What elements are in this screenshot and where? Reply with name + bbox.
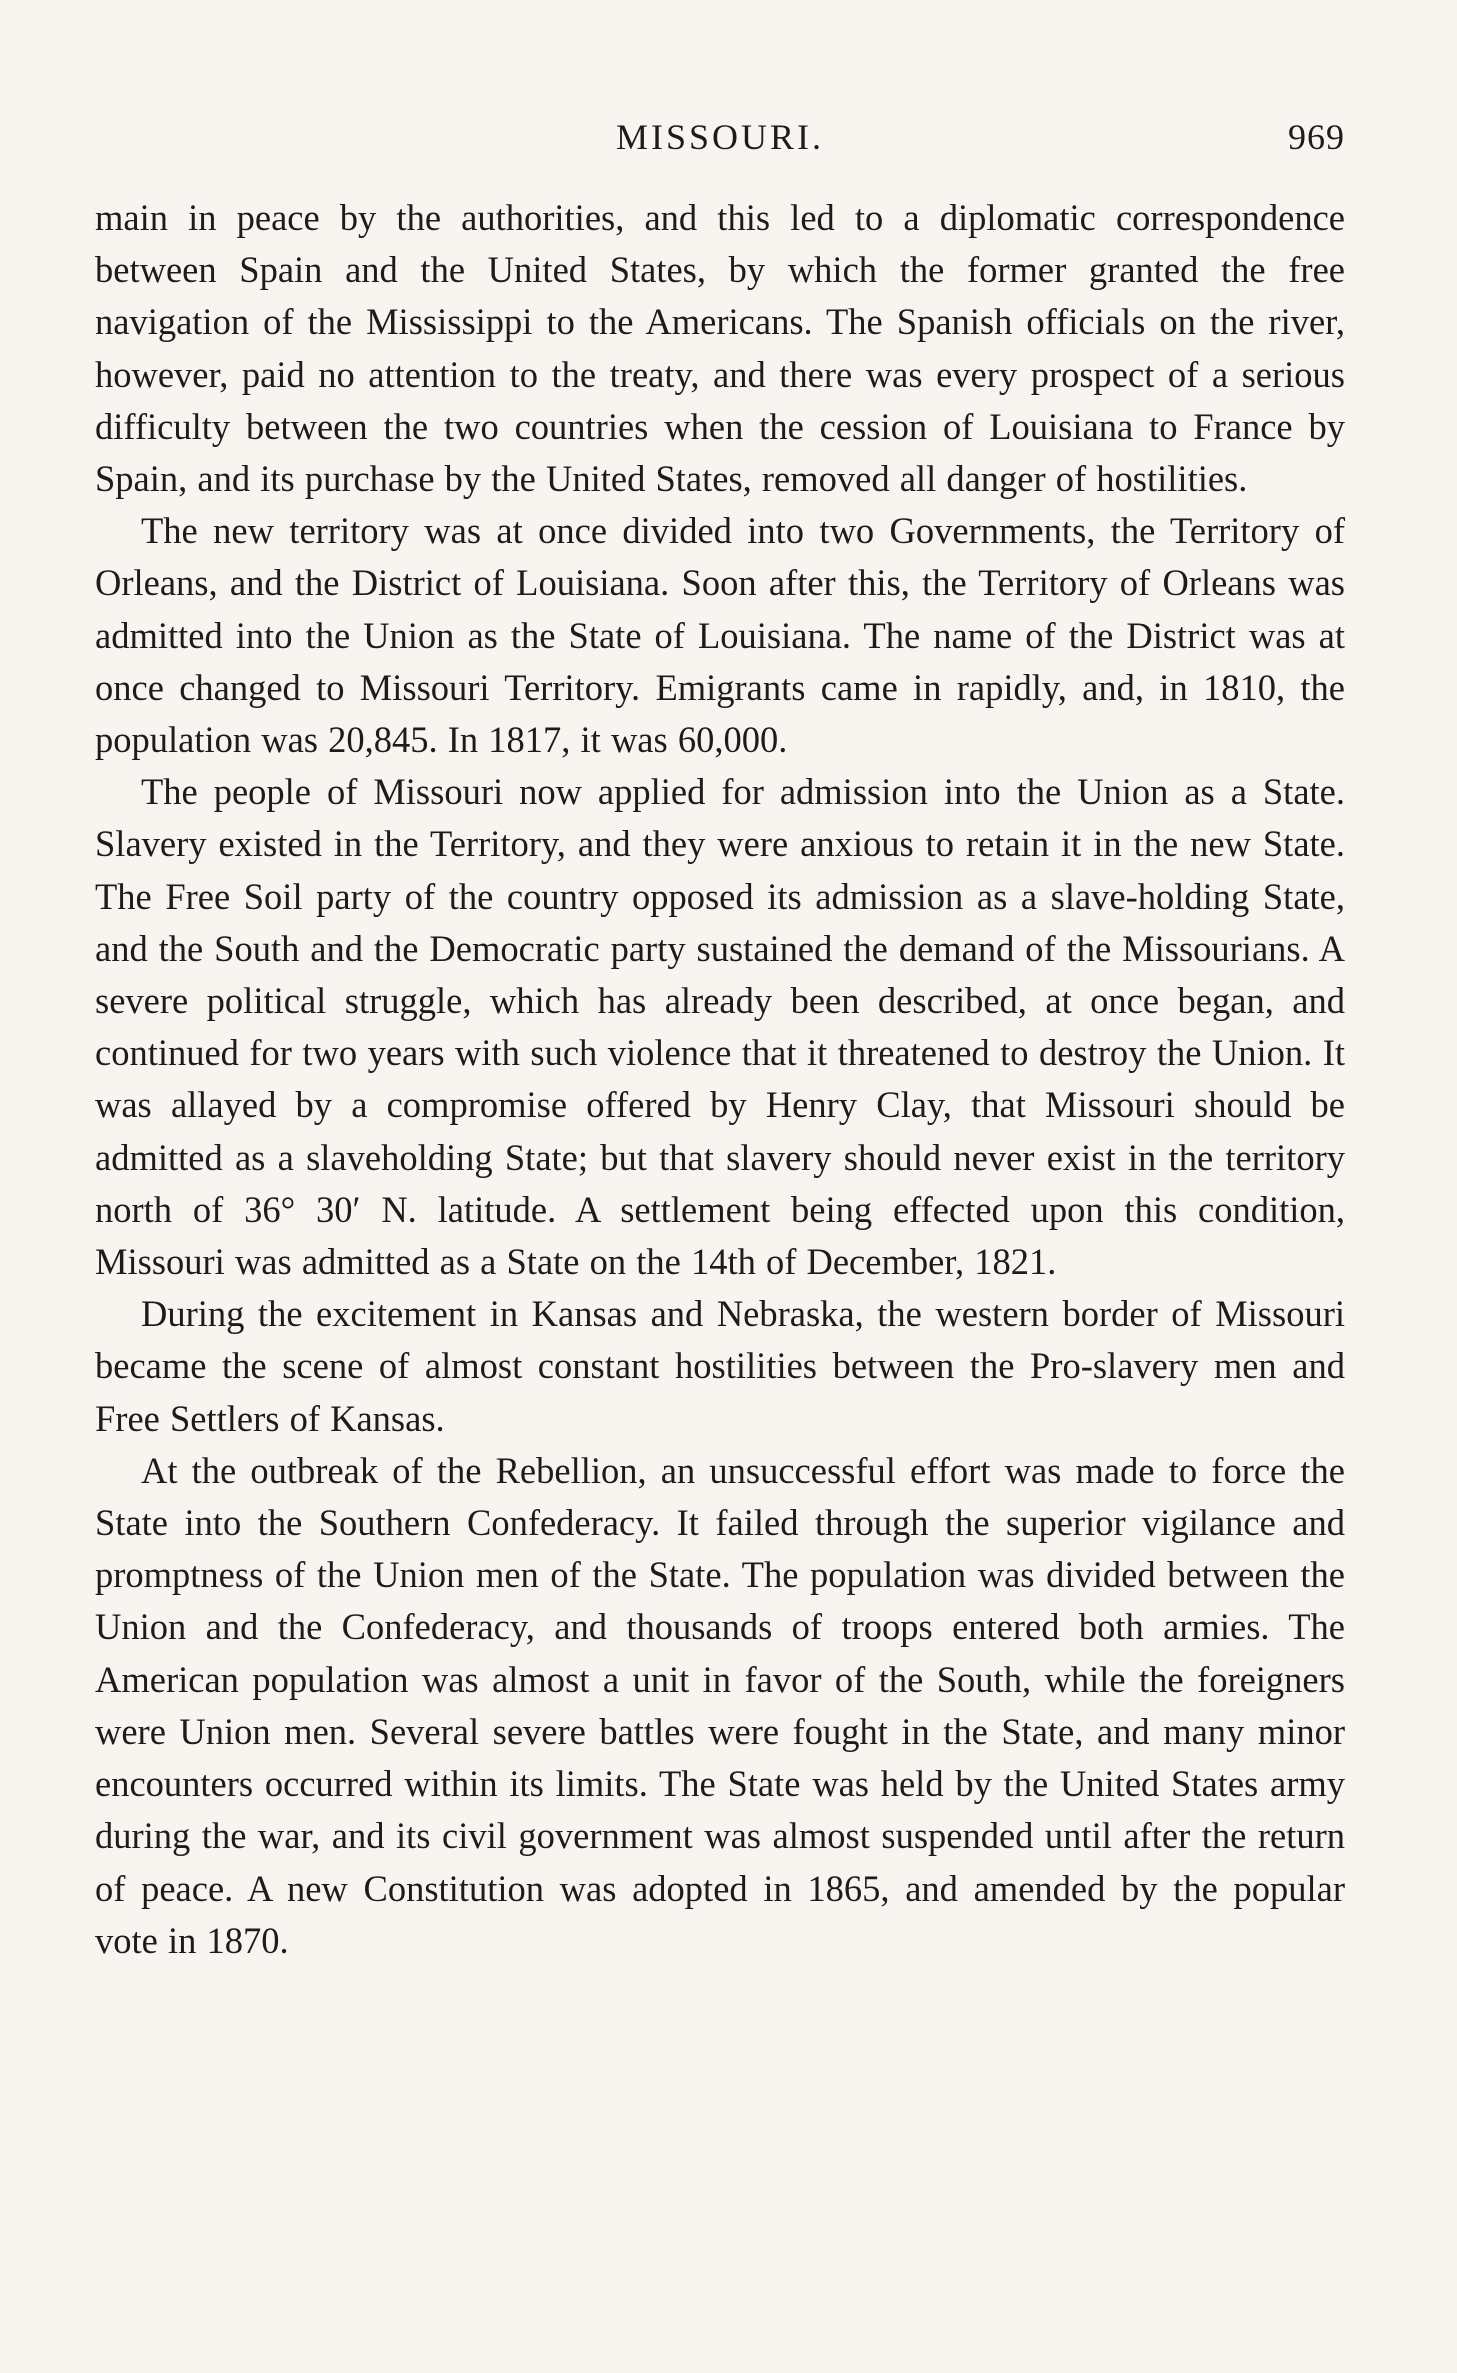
body-text [95,192,1345,1967]
paragraph-admission: The people of Missouri now applied for admission into the Union as a State. Slavery existed in the Territory, and they were anxious to retain it in the new State. The Free Soil party of the country opposed its admission as a slave-holding State, and the South and the Democratic party sustained the demand of the Missourians. A severe political struggle, which has already been described, at once began, and continued for two years with such violence that it threatened to destroy the Union. It was allayed by a compromise offered by Henry Clay, that Missouri should be admitted as a slaveholding State; but that slavery should never exist in the territory north of 36° 30′ N. latitude. A settlement being effected upon this condition, Missouri was admitted as a State on the 14th of December, 1821. [95,771,1345,1283]
running-title: MISSOURI. [615,117,825,157]
running-head [95,112,1345,162]
paragraph-new-territory: The new territory was at once divided into two Governments, the Territory of Orleans, and the District of Louisiana. Soon after this, the Territory of Orleans was admitted into the Union as the State of Louisiana. The name of the District was at once changed to Missouri Territory. Emigrants came in rapidly, and, in 1810, the population was 20,845. In 1817, it was 60,000. [95,510,1345,761]
paragraph-kansas-nebraska: During the excitement in Kansas and Nebraska, the western border of Missouri became the scene of almost constant hostilities between the Pro-slavery men and Free Settlers of Kansas. [95,1293,1345,1439]
page-number: 969 [1288,117,1345,157]
paragraph-rebellion: At the outbreak of the Rebellion, an unsuccessful effort was made to force the State into the Southern Confederacy. It failed through the superior vigilance and promptness of the Union men of the State. The population was divided between the Union and the Confederacy, and thousands of troops entered both armies. The American population was almost a unit in favor of the South, while the foreigners were Union men. Several severe battles were fought in the State, and many minor encounters occurred within its limits. The State was held by the United States army during the war, and its civil government was almost suspended until after the return of peace. A new Constitution was adopted in 1865, and amended by the popular vote in 1870. [95,1449,1345,1961]
paragraph-continuation: main in peace by the authorities, and this led to a diplomatic correspondence between Spain and the United States, by which the former granted the free navigation of the Mississippi to the Americans. The Spanish officials on the river, however, paid no attention to the treaty, and there was every prospect of a serious difficulty between the two countries when the cession of Louisiana to France by Spain, and its purchase by the United States, removed all danger of hostilities. [95,197,1345,500]
